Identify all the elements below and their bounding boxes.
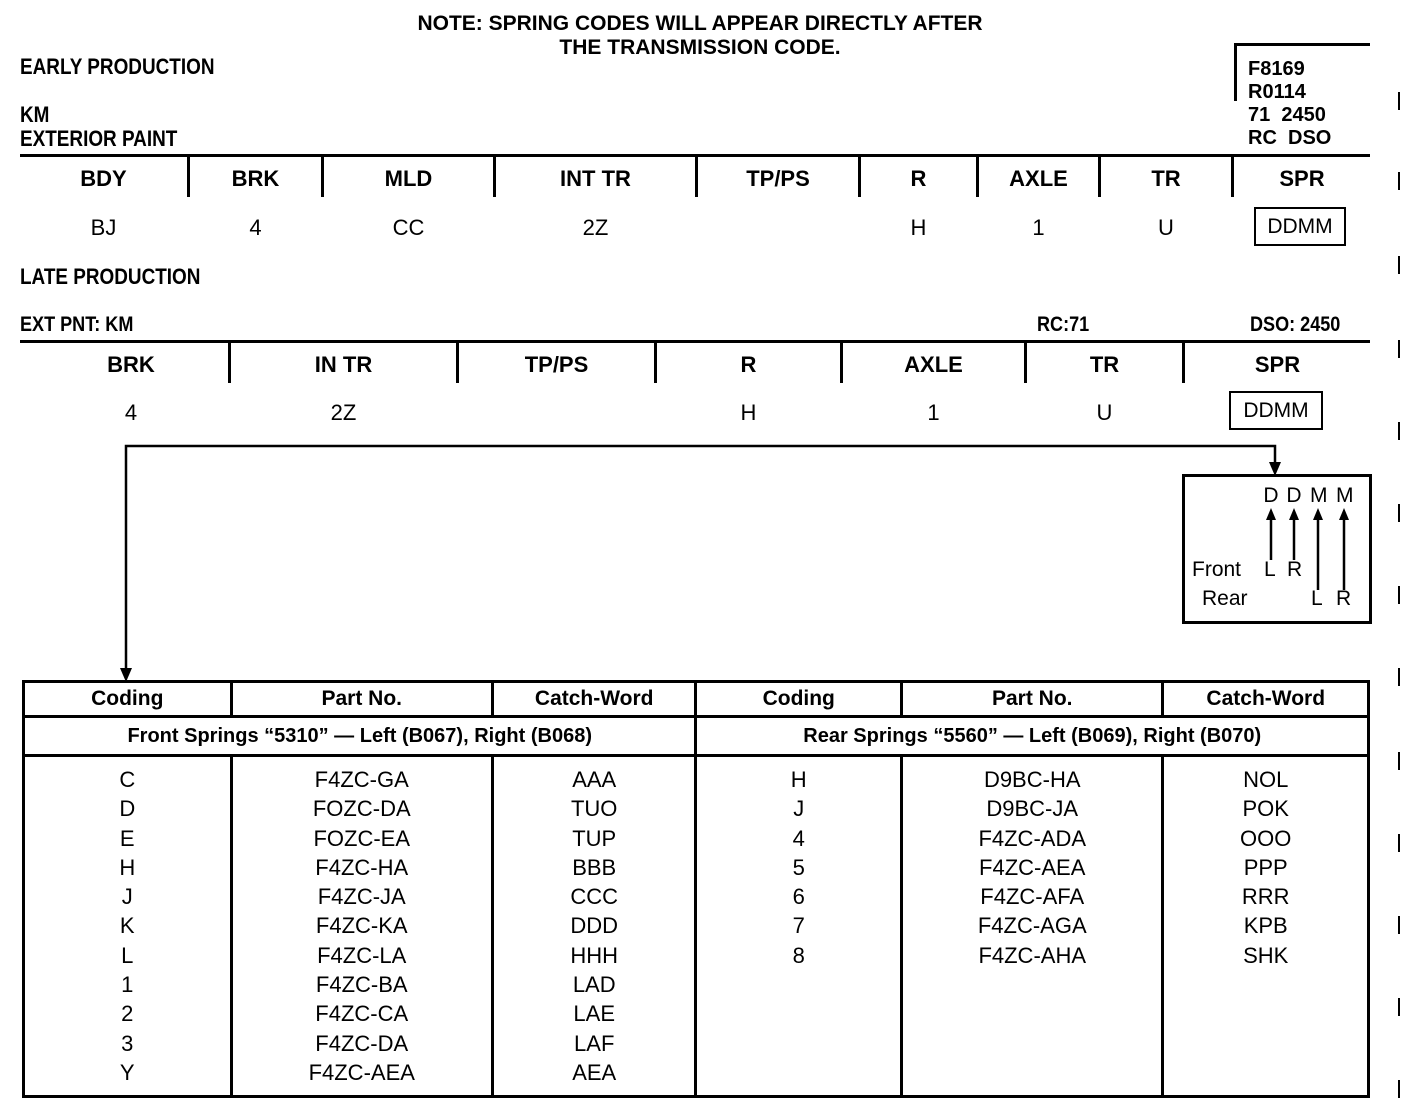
table-cell: LAE	[573, 1001, 616, 1027]
table-header-row	[24, 682, 1369, 717]
header-rear-catch-word: Catch-Word	[1163, 682, 1369, 717]
edge-mark	[1398, 752, 1408, 770]
table-cell: FOZC-EA	[313, 825, 411, 851]
legend-front-right: R	[1287, 558, 1303, 581]
late-dso: DSO: 2450	[1250, 313, 1341, 336]
table-cell: LAF	[574, 1030, 615, 1056]
table-cell: BBB	[572, 854, 617, 880]
table-subheader-row	[24, 717, 1369, 756]
early-value-r: H	[910, 215, 927, 240]
front-part-column	[231, 756, 492, 1097]
table-cell: J	[121, 884, 133, 910]
table-cell: F4ZC-AEA	[979, 854, 1086, 880]
late-value-tr: U	[1096, 400, 1113, 425]
table-cell: POK	[1242, 796, 1289, 822]
header-rear-coding: Coding	[696, 682, 902, 717]
edge-mark	[1398, 1080, 1408, 1098]
note-line-2: THE TRANSMISSION CODE.	[559, 36, 841, 59]
table-cell: F4ZC-CA	[315, 1001, 409, 1027]
table-cell: TUO	[570, 796, 618, 822]
table-cell: D9BC-JA	[986, 796, 1079, 822]
table-cell: K	[119, 913, 135, 939]
early-paint-label: EXTERIOR PAINT	[20, 126, 178, 151]
rear-coding-column	[696, 756, 902, 1097]
legend-rear-left: L	[1311, 587, 1323, 610]
table-cell: PPP	[1243, 854, 1288, 880]
legend-rear-right: R	[1336, 587, 1352, 610]
early-spr-box: DDMM	[1254, 207, 1346, 246]
late-header-spr: SPR	[1254, 352, 1301, 377]
edge-mark	[1398, 92, 1408, 110]
table-cell: 5	[792, 854, 805, 880]
early-value-bdy: BJ	[90, 215, 117, 240]
table-cell: J	[793, 796, 805, 822]
table-cell: LAD	[572, 972, 616, 998]
table-cell: RRR	[1241, 884, 1290, 910]
early-header-mld: MLD	[384, 166, 433, 191]
edge-mark	[1398, 422, 1408, 440]
table-cell: F4ZC-AHA	[978, 942, 1086, 968]
table-cell: AEA	[572, 1059, 617, 1085]
arrow-up-icon-1	[1266, 508, 1276, 520]
table-cell: SHK	[1243, 942, 1289, 968]
table-cell: 8	[792, 942, 805, 968]
table-cell: OOO	[1240, 825, 1292, 851]
late-header-brk: BRK	[107, 352, 155, 377]
late-header-r: R	[740, 352, 757, 377]
spring-table	[22, 680, 1370, 1098]
table-cell: Y	[119, 1059, 135, 1085]
table-cell: F4ZC-GA	[314, 767, 409, 792]
early-paint-code: KM	[20, 102, 50, 127]
early-header-spr: SPR	[1279, 166, 1325, 191]
early-header-tr: TR	[1151, 166, 1181, 191]
early-value-mld: CC	[392, 215, 425, 240]
arrow-up-icon-3	[1313, 508, 1323, 520]
table-cell: H	[790, 767, 807, 792]
table-cell: NOL	[1243, 767, 1289, 792]
table-cell: C	[119, 767, 136, 792]
edge-mark	[1398, 834, 1408, 852]
early-header-bdy: BDY	[80, 166, 127, 191]
edge-mark	[1398, 504, 1408, 522]
table-cell: H	[119, 854, 136, 880]
early-value-tr: U	[1158, 215, 1174, 240]
late-value-axle: 1	[927, 400, 940, 425]
late-header-axle: AXLE	[904, 352, 963, 377]
late-header-tp-ps: TP/PS	[524, 352, 589, 377]
table-cell: AAA	[572, 767, 617, 792]
table-cell: F4ZC-KA	[315, 913, 408, 939]
late-value-in-tr: 2Z	[330, 400, 357, 425]
rear-part-column	[902, 756, 1163, 1097]
rear-catch-column	[1163, 756, 1369, 1097]
note-line-1: NOTE: SPRING CODES WILL APPEAR DIRECTLY AFTER	[417, 12, 983, 35]
ref-line-2: R0114	[1248, 81, 1306, 103]
late-ext-pnt: EXT PNT: KM	[20, 313, 134, 336]
table-cell: F4ZC-HA	[315, 854, 409, 880]
edge-mark	[1398, 256, 1408, 274]
legend-letter-3: M	[1310, 484, 1328, 507]
late-rc: RC:71	[1037, 313, 1090, 336]
header-front-catch-word: Catch-Word	[492, 682, 696, 717]
table-cell: L	[121, 942, 134, 968]
late-header-in-tr: IN TR	[314, 352, 373, 377]
early-header-brk: BRK	[231, 166, 280, 191]
table-cell: F4ZC-ADA	[978, 825, 1086, 851]
late-production-title: LATE PRODUCTION	[20, 264, 201, 289]
table-cell: 2	[121, 1001, 134, 1027]
table-cell: CCC	[570, 884, 619, 910]
late-value-r: H	[740, 400, 757, 425]
table-cell: 3	[121, 1030, 134, 1056]
table-cell: 7	[792, 913, 805, 939]
legend-letter-1: D	[1263, 484, 1279, 507]
early-header-r: R	[910, 166, 927, 191]
late-value-brk: 4	[124, 400, 138, 425]
legend-front-left: L	[1264, 558, 1276, 581]
table-cell: F4ZC-BA	[315, 972, 408, 998]
ref-line-1: F8169	[1248, 58, 1305, 80]
table-cell: HHH	[570, 942, 619, 968]
table-cell: F4ZC-AEA	[308, 1059, 415, 1085]
table-cell: F4ZC-LA	[317, 942, 407, 968]
early-header-tp-ps: TP/PS	[746, 166, 810, 191]
legend-rear-label: Rear	[1202, 587, 1248, 610]
early-header-int-tr: INT TR	[560, 166, 631, 191]
table-cell: F4ZC-JA	[317, 884, 406, 910]
table-cell: F4ZC-AFA	[980, 884, 1085, 910]
table-cell: KPB	[1243, 913, 1288, 939]
header-front-coding: Coding	[24, 682, 232, 717]
front-springs-title: Front Springs “5310” — Left (B067), Right (B068)	[24, 717, 696, 756]
early-value-brk: 4	[249, 215, 262, 240]
legend-front-label: Front	[1192, 558, 1242, 581]
header-front-part-no: Part No.	[231, 682, 492, 717]
arrow-up-icon-4	[1339, 508, 1349, 520]
table-cell: FOZC-DA	[312, 796, 411, 822]
table-body-row	[24, 756, 1369, 1097]
header-rear-part-no: Part No.	[902, 682, 1163, 717]
table-cell: 6	[792, 884, 805, 910]
table-cell: E	[119, 825, 135, 851]
table-cell: D9BC-HA	[983, 767, 1081, 792]
arrow-up-icon-2	[1289, 508, 1299, 520]
front-catch-column	[492, 756, 696, 1097]
legend-letter-2: D	[1286, 484, 1302, 507]
table-cell: 4	[792, 825, 805, 851]
early-value-int-tr: 2Z	[582, 215, 609, 240]
late-spr-box: DDMM	[1229, 391, 1323, 430]
front-coding-column	[24, 756, 232, 1097]
edge-mark	[1398, 340, 1408, 358]
legend-letter-4: M	[1336, 484, 1354, 507]
table-cell: F4ZC-DA	[315, 1030, 409, 1056]
rear-springs-title: Rear Springs “5560” — Left (B069), Right (B070)	[696, 717, 1369, 756]
edge-mark	[1398, 172, 1408, 190]
edge-mark	[1398, 916, 1408, 934]
table-cell: DDD	[570, 913, 619, 939]
early-header-axle: AXLE	[1009, 166, 1068, 191]
edge-mark	[1398, 998, 1408, 1016]
table-cell: F4ZC-AGA	[977, 913, 1087, 939]
ref-line-4: RC DSO	[1248, 127, 1332, 149]
table-cell: 1	[121, 972, 134, 998]
early-production-title: EARLY PRODUCTION	[20, 54, 215, 79]
early-value-axle: 1	[1032, 215, 1045, 240]
edge-mark	[1398, 668, 1408, 686]
table-cell: D	[119, 796, 136, 822]
ref-line-3: 71 2450	[1248, 104, 1326, 126]
table-cell: TUP	[572, 825, 617, 851]
edge-mark	[1398, 586, 1408, 604]
late-header-tr: TR	[1089, 352, 1120, 377]
